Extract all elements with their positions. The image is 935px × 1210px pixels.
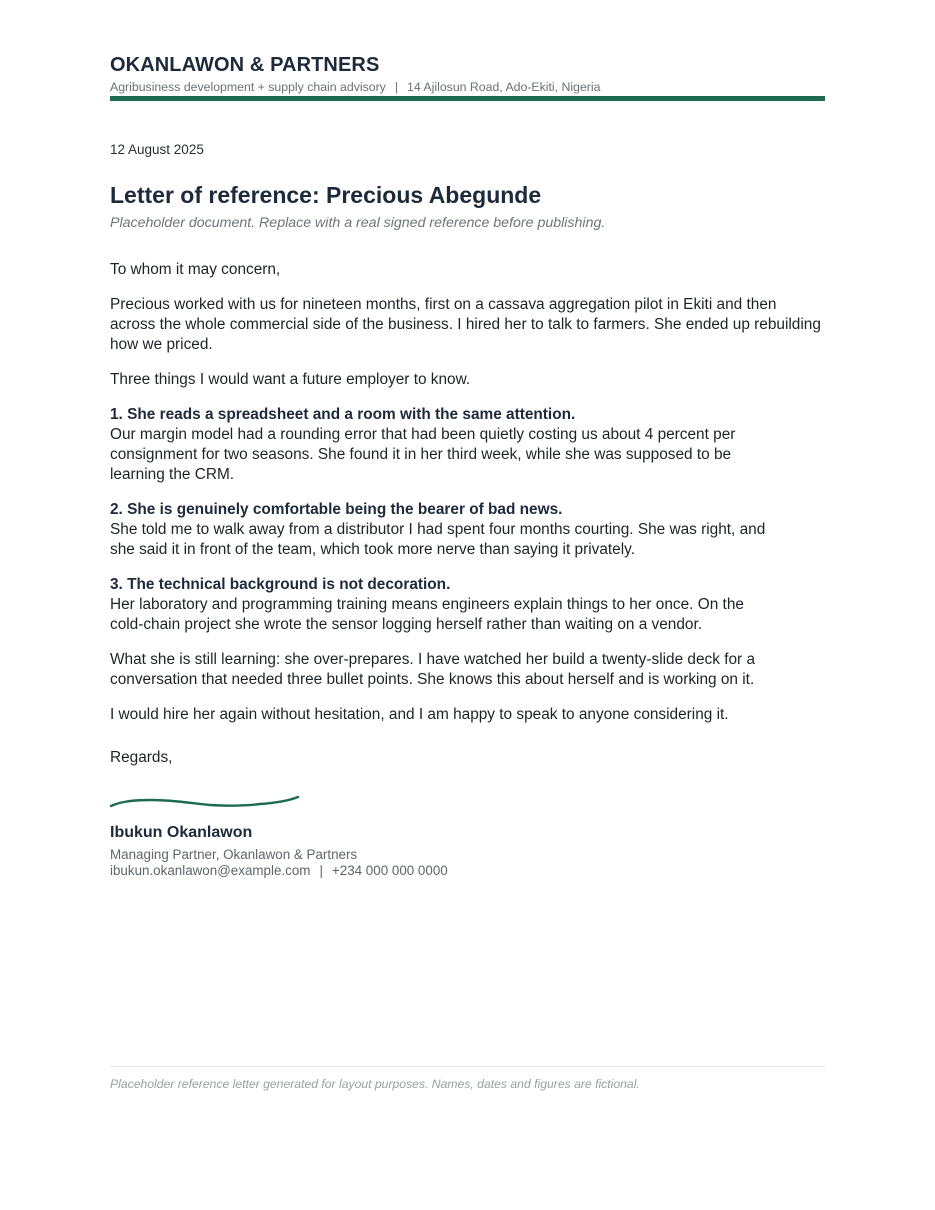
letter-subtitle: Placeholder document. Replace with a real signed reference before publishing.	[110, 215, 606, 231]
salutation: To whom it may concern,	[110, 261, 281, 278]
footer-rule	[110, 1066, 825, 1067]
point-body: She told me to walk away from a distributor I had spent four months courting. She was right, and she said it in front of the team, which took more nerve than saying it privately.	[110, 521, 766, 558]
closing-paragraph: I would hire her again without hesitation, and I am happy to speak to anyone considering it.	[110, 706, 729, 723]
signer-email: ibukun.okanlawon@example.com	[110, 863, 311, 878]
handwritten-signature	[110, 790, 310, 814]
sign-off: Regards,	[110, 749, 173, 766]
signer-name: Ibukun Okanlawon	[110, 824, 253, 841]
firm-tagline: Agribusiness development + supply chain advisory	[110, 80, 386, 94]
learning-paragraph: What she is still learning: she over-prepares. I have watched her build a twenty-slide deck for a conversation that needed three bullet points. She knows this about herself and is working on it.	[110, 651, 756, 688]
firm-name: OKANLAWON & PARTNERS	[110, 54, 380, 76]
letterhead-details	[110, 80, 600, 94]
signer-contact	[110, 863, 448, 878]
point-1	[110, 405, 825, 485]
point-heading: 1. She reads a spreadsheet and a room with the same attention.	[110, 406, 576, 423]
letter-date: 12 August 2025	[110, 142, 204, 157]
point-3	[110, 575, 825, 635]
point-body: Her laboratory and programming training means engineers explain things to her once. On the cold-chain project she wrote the sensor logging herself rather than waiting on a vendor.	[110, 596, 744, 633]
lead-in-paragraph: Three things I would want a future employer to know.	[110, 371, 471, 388]
letterhead-rule	[110, 96, 825, 101]
contact-separator: |	[319, 863, 323, 878]
signer-role: Managing Partner, Okanlawon & Partners	[110, 847, 358, 862]
intro-paragraph: Precious worked with us for nineteen months, first on a cassava aggregation pilot in Ekiti and then across the whole commercial side of the business. I hired her to talk to farmers. She ended up rebuilding how we priced.	[110, 296, 821, 353]
point-body: Our margin model had a rounding error that had been quietly costing us about 4 percent per consignment for two seasons. She found it in her third week, while she was supposed to be learning the CRM.	[110, 426, 736, 483]
point-heading: 3. The technical background is not decoration.	[110, 576, 451, 593]
letter-title: Letter of reference: Precious Abegunde	[110, 182, 542, 208]
firm-address: 14 Ajilosun Road, Ado-Ekiti, Nigeria	[407, 80, 601, 94]
point-heading: 2. She is genuinely comfortable being the bearer of bad news.	[110, 501, 563, 518]
letterhead-separator: |	[394, 80, 399, 94]
signer-phone: +234 000 000 0000	[331, 863, 448, 878]
footer-note: Placeholder reference letter generated for layout purposes. Names, dates and figures are fictional.	[110, 1077, 640, 1091]
point-2	[110, 500, 825, 560]
